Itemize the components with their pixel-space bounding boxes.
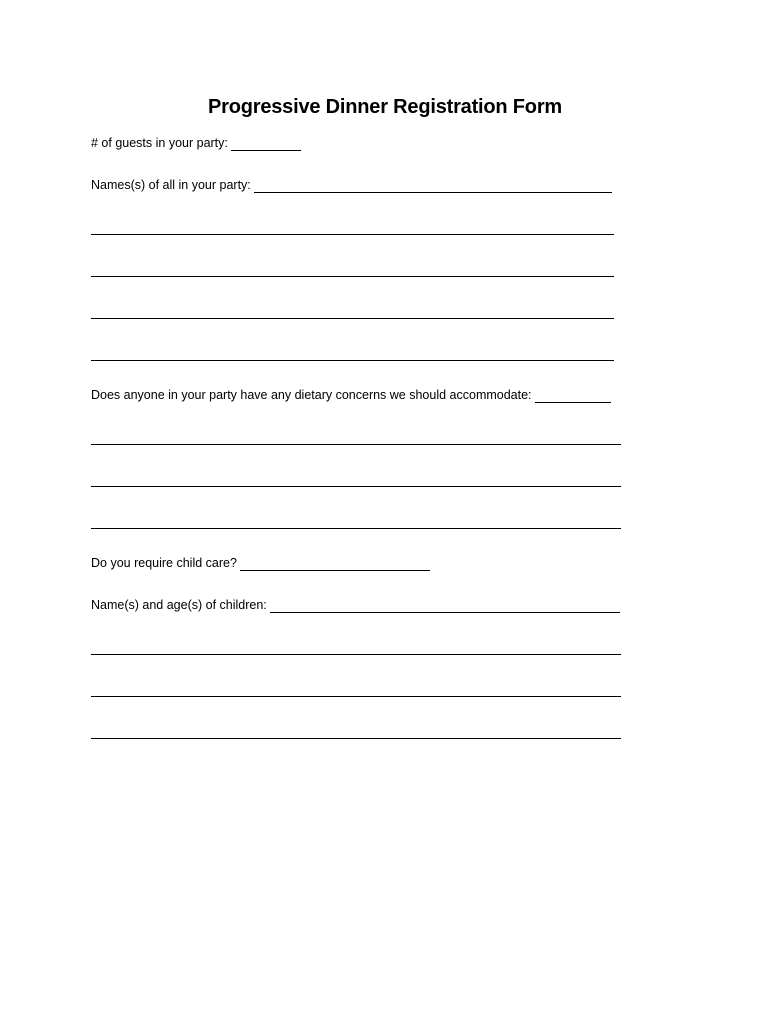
names-continuation-line-4 [91,345,614,361]
dietary-blank-line-1[interactable] [91,432,621,445]
children-blank-line-2[interactable] [91,684,621,697]
guests-field-label: # of guests in your party: [91,136,228,150]
names-field-label: Names(s) of all in your party: [91,178,251,192]
children-continuation-line-1 [91,639,621,655]
dietary-blank-line-3[interactable] [91,516,621,529]
children-blank-line-1[interactable] [91,642,621,655]
page-title: Progressive Dinner Registration Form [207,96,562,118]
childcare-field-label: Do you require child care? [91,556,237,570]
children-blank-line-3[interactable] [91,726,621,739]
names-blank-line-1[interactable] [91,222,614,235]
guests-field-blank[interactable] [231,138,301,151]
names-continuation-line-2 [91,261,614,277]
dietary-continuation-line-3 [91,513,621,529]
names-blank-line-3[interactable] [91,306,614,319]
dietary-continuation-line-2 [91,471,621,487]
childcare-field-blank[interactable] [240,558,430,571]
guests-field-row [91,135,301,151]
dietary-field-row [91,387,611,403]
dietary-field-blank[interactable] [535,390,611,403]
children-field-label: Name(s) and age(s) of children: [91,598,267,612]
children-continuation-line-3 [91,723,621,739]
names-continuation-line-3 [91,303,614,319]
names-blank-line-4[interactable] [91,348,614,361]
names-blank-line-2[interactable] [91,264,614,277]
children-continuation-line-2 [91,681,621,697]
names-field-blank[interactable] [254,180,612,193]
childcare-field-row [91,555,430,571]
children-field-row [91,597,620,613]
children-field-blank[interactable] [270,600,620,613]
dietary-continuation-line-1 [91,429,621,445]
dietary-blank-line-2[interactable] [91,474,621,487]
names-continuation-line-1 [91,219,614,235]
names-field-row [91,177,612,193]
dietary-field-label: Does anyone in your party have any dietary concerns we should accommodate: [91,388,532,402]
